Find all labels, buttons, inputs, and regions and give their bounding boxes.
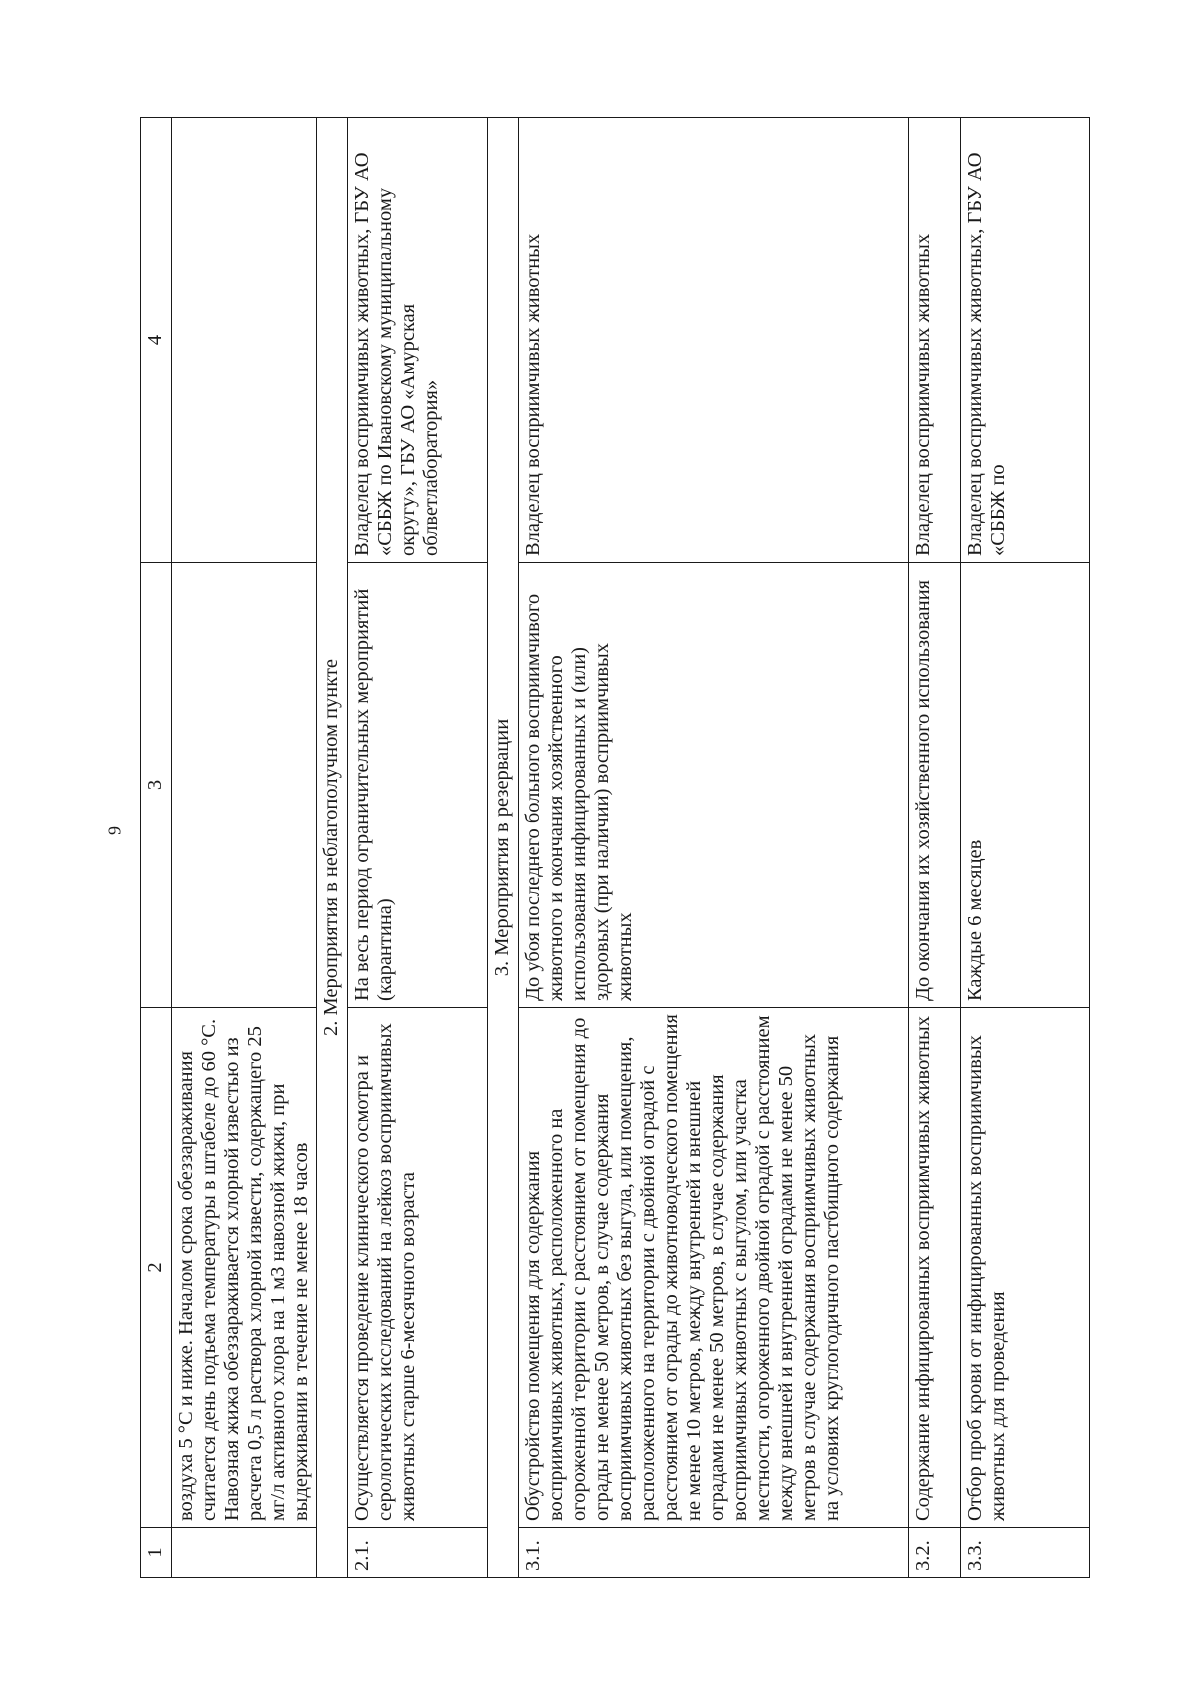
row-responsible: Владелец восприимчивых животных, ГБУ АО «СББЖ по Ивановскому муниципальному округу», ГБУ АО «Амурская облветлаборатория» bbox=[348, 118, 488, 563]
row-term: До окончания их хозяйственного использования bbox=[909, 563, 961, 1008]
row-number: 3.1. bbox=[519, 1528, 909, 1578]
rotated-page-content bbox=[140, 118, 1090, 1578]
column-header-4: 4 bbox=[141, 118, 172, 563]
column-header-1: 1 bbox=[141, 1528, 172, 1578]
section-title: 2. Мероприятия в неблагополучном пункте bbox=[317, 118, 348, 1578]
table-header-row bbox=[141, 118, 172, 1578]
row-number: 3.3. bbox=[961, 1528, 1090, 1578]
row-term: До убоя последнего больного восприимчивого животного и окончания хозяйственного использования инфицированных и (или) здоровых (при наличии) восприимчивых животных bbox=[519, 563, 909, 1008]
row-measure: Обустройство помещения для содержания восприимчивых животных, расположенного на огороженной территории с расстоянием от помещения до ограды не менее 50 метров, в случае содержания восприимчивых животных без выгула, или помещения, расположенного на территории с двойной оградой с расстоянием от ограды до животноводческого помещения не менее 10 метров, между внутренней и внешней оградами не менее 50 метров, в случае содержания восприимчивых животных с выгулом, или участка местности, огороженного двойной оградой с расстоянием между внешней и внутренней оградами не менее 50 метров в случае содержания восприимчивых животных на условиях круглогодичного пастбищного содержания bbox=[519, 1008, 909, 1528]
table-row bbox=[172, 118, 317, 1578]
table-row bbox=[909, 118, 961, 1578]
column-header-2: 2 bbox=[141, 1008, 172, 1528]
table-row bbox=[961, 118, 1090, 1578]
section-heading-row bbox=[317, 118, 348, 1578]
row-number bbox=[172, 1528, 317, 1578]
row-measure: воздуха 5 °С и ниже. Началом срока обеззараживания считается день подъема температуры в штабеле до 60 °С. Навозная жижа обеззараживается хлорной известью из расчета 0,5 л раствора хлорной извести, содержащего 25 мг/л активного хлора на 1 м3 навозной жижи, при выдерживании в течение не менее 18 часов bbox=[172, 1008, 317, 1528]
row-responsible bbox=[172, 118, 317, 563]
row-responsible: Владелец восприимчивых животных bbox=[519, 118, 909, 563]
table-row bbox=[519, 118, 909, 1578]
measures-table bbox=[140, 117, 1090, 1578]
row-number: 2.1. bbox=[348, 1528, 488, 1578]
row-term bbox=[172, 563, 317, 1008]
column-header-3: 3 bbox=[141, 563, 172, 1008]
row-measure: Отбор проб крови от инфицированных восприимчивых животных для проведения bbox=[961, 1008, 1090, 1528]
row-term: Каждые 6 месяцев bbox=[961, 563, 1090, 1008]
section-heading-row bbox=[488, 118, 519, 1578]
row-term: На весь период ограничительных мероприятий (карантина) bbox=[348, 563, 488, 1008]
section-title: 3. Мероприятия в резервации bbox=[488, 118, 519, 1578]
row-responsible: Владелец восприимчивых животных bbox=[909, 118, 961, 563]
page-number: 9 bbox=[104, 826, 125, 835]
table-row bbox=[348, 118, 488, 1578]
row-measure: Осуществляется проведение клинического осмотра и серологических исследований на лейкоз восприимчивых животных старше 6-месячного возраста bbox=[348, 1008, 488, 1528]
row-number: 3.2. bbox=[909, 1528, 961, 1578]
row-responsible: Владелец восприимчивых животных, ГБУ АО «СББЖ по bbox=[961, 118, 1090, 563]
row-measure: Содержание инфицированных восприимчивых животных bbox=[909, 1008, 961, 1528]
